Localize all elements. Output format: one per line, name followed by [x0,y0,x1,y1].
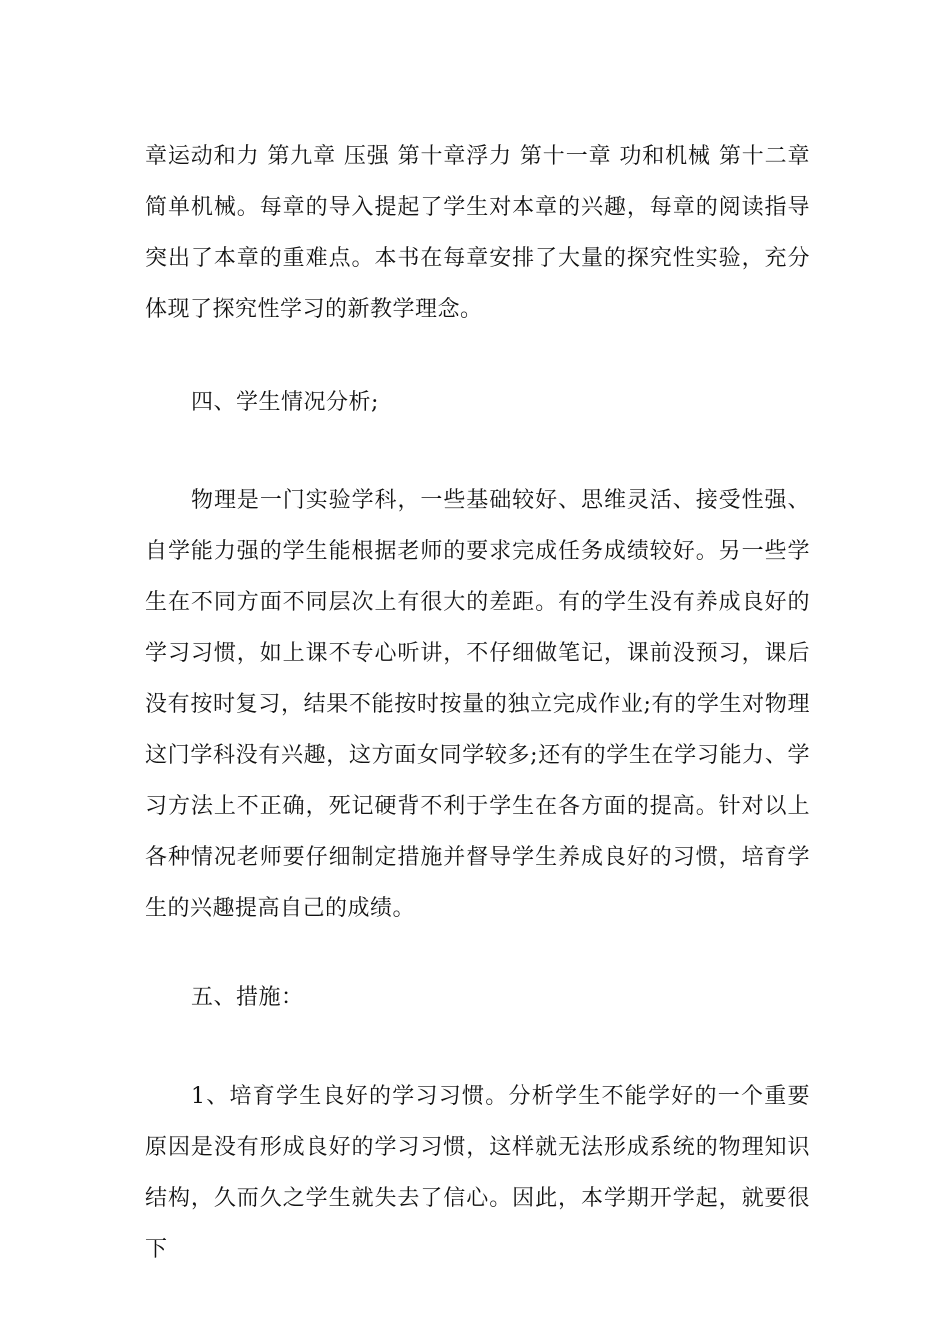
paragraph-student-analysis: 物理是一门实验学科，一些基础较好、思维灵活、接受性强、自学能力强的学生能根据老师的要求完成任务成绩较好。另一些学生在不同方面不同层次上有很大的差距。有的学生没有养成良好的学习习惯，如上课不专心听讲，不仔细做笔记，课前没预习，课后没有按时复习，结果不能按时按量的独立完成作业;有的学生对物理这门学科没有兴趣，这方面女同学较多;还有的学生在学习能力、学习方法上不正确，死记硬背不利于学生在各方面的提高。针对以上各种情况老师要仔细制定措施并督导学生养成良好的习惯，培育学生的兴趣提高自己的成绩。 [145,488,810,921]
section-heading-student-analysis: 四、学生情况分析; [191,390,379,415]
paragraph-measure-1: 1、培育学生良好的学习习惯。分析学生不能学好的一个重要原因是没有形成良好的学习习惯，这样就无法形成系统的物理知识结构，久而久之学生就失去了信心。因此，本学期开学起，就要很下 [145,1084,810,1262]
paragraph-chapters: 章运动和力 第九章 压强 第十章浮力 第十一章 功和机械 第十二章 简单机械。每章的导入提起了学生对本章的兴趣，每章的阅读指导突出了本章的重难点。本书在每章安排了大量的探究性实验，充分体现了探究性学习的新教学理念。 [145,144,810,322]
section-heading-measures: 五、措施： [191,985,304,1010]
